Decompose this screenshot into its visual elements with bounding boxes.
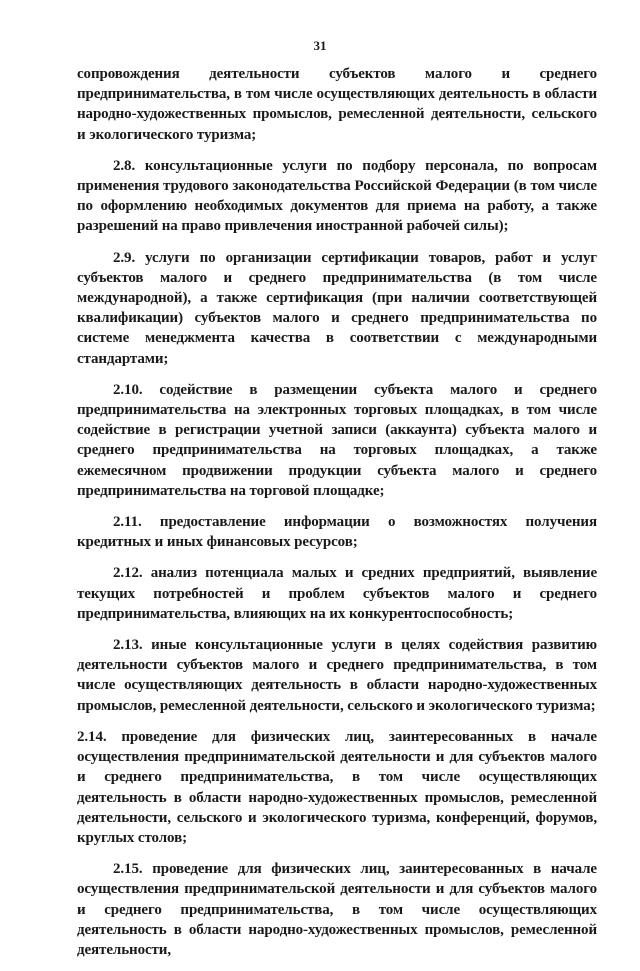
paragraph-2-12: 2.12. анализ потенциала малых и средних предприятий, выявление текущих потребностей и проблем субъектов малого и среднего предпринимательства, влияющих на их конкурентоспособность;: [77, 565, 597, 622]
paragraph-2-8: 2.8. консультационные услуги по подбору персонала, по вопросам применения трудового законодательства Российской Федерации (в том числе по оформлению необходимых документов для приема на работу, а также разрешений на право привлечения иностранной рабочей силы);: [77, 157, 597, 235]
paragraph-2-11: 2.11. предоставление информации о возможностях получения кредитных и иных финансовых ресурсов;: [77, 514, 597, 551]
paragraph-continuation: сопровождения деятельности субъектов малого и среднего предпринимательства, в том числе осуществляющих деятельность в области народно-художественных промыслов, ремесленной деятельности, сельского и экологического туризма;: [77, 66, 597, 143]
page-number: 31: [313, 38, 327, 53]
paragraph-2-15: 2.15. проведение для физических лиц, заинтересованных в начале осуществления предпринимательской деятельности и для субъектов малого и среднего предпринимательства, в том числе осуществляющих деятельность в области народно-художественных промыслов, ремесленной деятельности,: [77, 861, 597, 958]
body-text: [77, 64, 597, 971]
paragraph-2-13: 2.13. иные консультационные услуги в целях содействия развитию деятельности субъектов малого и среднего предпринимательства, в том числе осуществляющих деятельность в области народно-художественных промыслов, ремесленной деятельности, сельского и экологического туризма;: [77, 637, 597, 714]
paragraph-2-9: 2.9. услуги по организации сертификации товаров, работ и услуг субъектов малого и среднего предпринимательства (в том числе международной), а также сертификация (при наличии соответствующей квалификации) субъектов малого и среднего предпринимательства по системе менеджмента качества в соответствии с международными стандартами;: [77, 249, 597, 367]
paragraph-2-14: 2.14. проведение для физических лиц, заинтересованных в начале осуществления предпринимательской деятельности и для субъектов малого и среднего предпринимательства, в том числе осуществляющих деятельность в области народно-художественных промыслов, ремесленной деятельности, сельского и экологического туризма, конференций, форумов, круглых столов;: [77, 728, 597, 846]
paragraph-2-10: 2.10. содействие в размещении субъекта малого и среднего предпринимательства на электронных торговых площадках, в том числе содействие в регистрации учетной записи (аккаунта) субъекта малого и среднего предпринимательства на торговых площадках, а также ежемесячном продвижении продукции субъекта малого и среднего предпринимательства на торговой площадке;: [77, 381, 597, 499]
